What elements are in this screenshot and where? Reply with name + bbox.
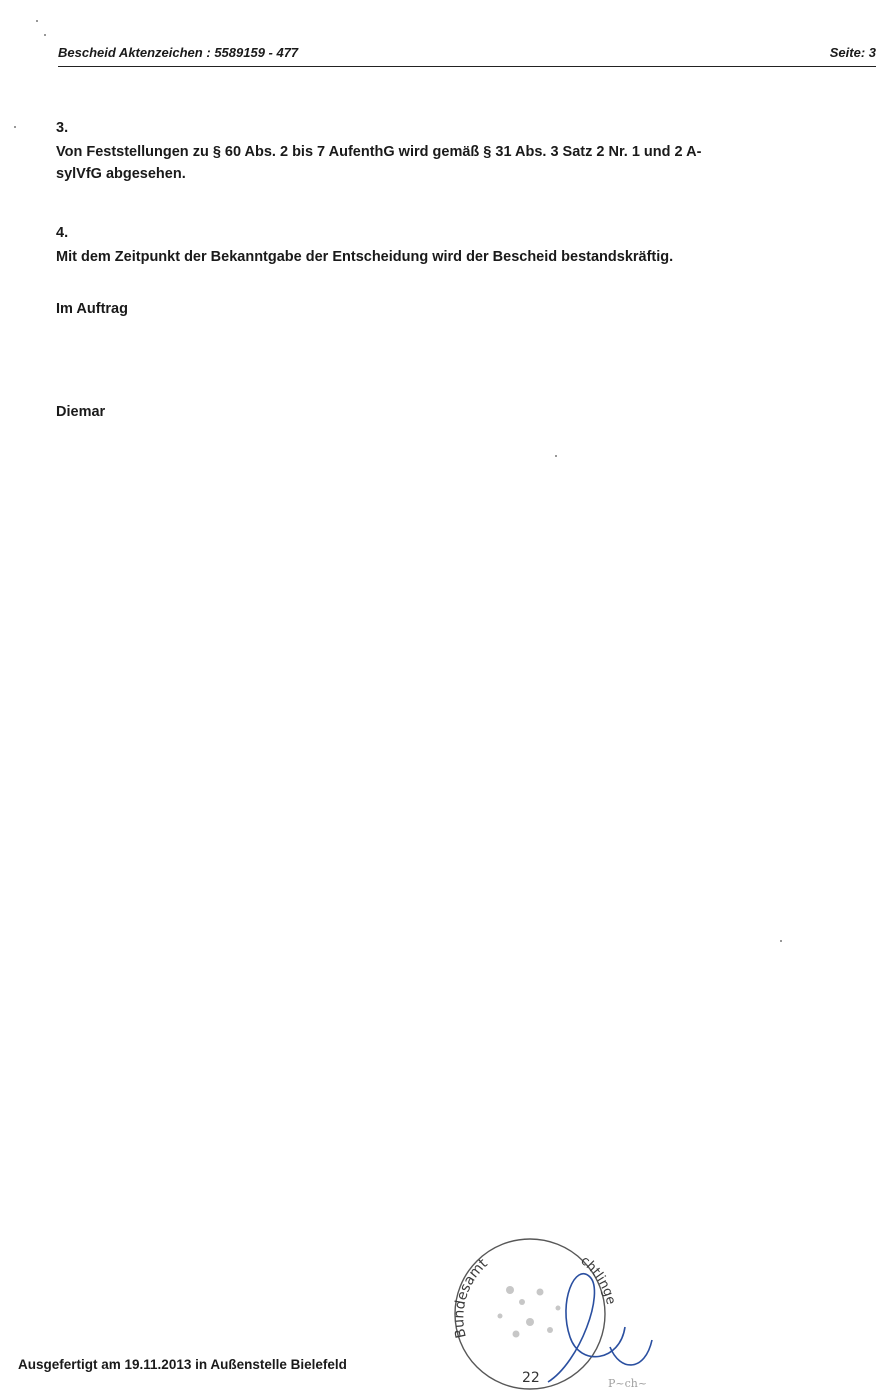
closing-phrase: Im Auftrag bbox=[56, 301, 128, 317]
signatory-name: Diemar bbox=[56, 404, 106, 420]
section-4-number: 4. bbox=[56, 225, 69, 241]
section-4-line-1: Mit dem Zeitpunkt der Bekanntgabe der Entscheidung wird der Bescheid bestandskräftig. bbox=[56, 249, 674, 265]
file-number: 5589159 - 477 bbox=[214, 45, 299, 60]
file-reference-label: Bescheid Aktenzeichen : bbox=[58, 45, 211, 60]
stamp-number: 22 bbox=[522, 1370, 540, 1386]
stamp-text-right: chtlinge bbox=[577, 1253, 619, 1307]
stamp-text-left: Bundesamt bbox=[451, 1255, 491, 1340]
page-number: Seite: 3 bbox=[829, 45, 876, 60]
svg-text:P~ch~: P~ch~ bbox=[608, 1377, 648, 1390]
issued-note: Ausgefertigt am 19.11.2013 in Außenstelle Bielefeld bbox=[18, 1357, 347, 1372]
svg-text:Bundesamt bbox=[451, 1255, 491, 1339]
section-3-number: 3. bbox=[56, 120, 69, 136]
official-seal-stamp bbox=[430, 1222, 720, 1392]
svg-text:chtlinge bbox=[578, 1253, 619, 1306]
section-3-line-2: sylVfG abgesehen. bbox=[56, 166, 186, 182]
header-divider bbox=[58, 66, 876, 67]
section-3-line-1: Von Feststellungen zu § 60 Abs. 2 bis 7 AufenthG wird gemäß § 31 Abs. 3 Satz 2 Nr. 1 und 2 A- bbox=[56, 144, 702, 160]
stamp-emblem bbox=[498, 1286, 561, 1338]
